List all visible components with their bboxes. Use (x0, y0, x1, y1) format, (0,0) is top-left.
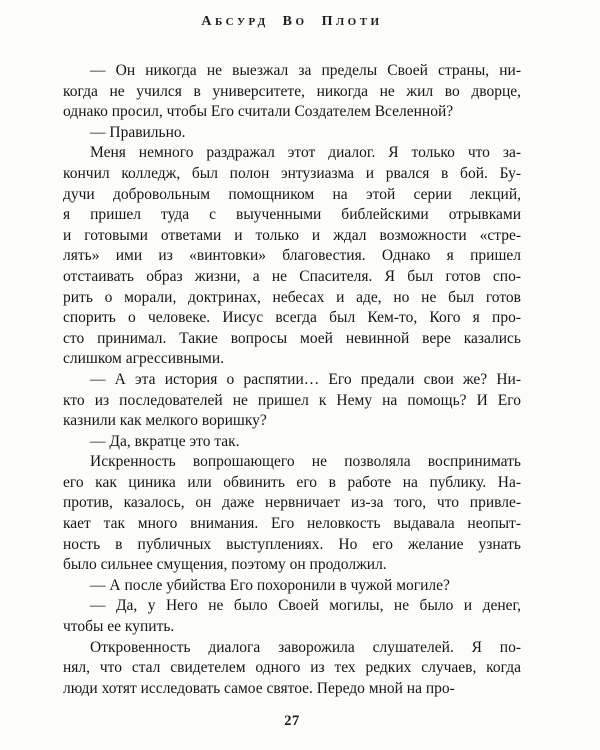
header-word: АБСУРД (201, 14, 269, 29)
text-line: ность в публичных выступлениях. Но его желание узнать (63, 535, 521, 553)
text-line: его как циника или обвинить его в работе на публику. На- (63, 473, 521, 491)
text-block (63, 61, 521, 699)
text-line: сто принимал. Такие вопросы моей невинной вере казались (63, 329, 521, 347)
header-word: ПЛОТИ (321, 14, 383, 29)
text-line: — Да, у Него не было Своей могилы, не было и денег, (90, 597, 521, 615)
text-line: когда не учился в университете, никогда не жил во дворце, (63, 82, 521, 100)
page-number: 27 (284, 713, 300, 729)
running-header (63, 14, 521, 30)
text-line: — Он никогда не выезжал за пределы Своей страны, ни- (90, 62, 521, 79)
header-word: ВО (282, 14, 308, 29)
paragraph (63, 452, 521, 576)
text-line: я пришел туда с выученными библейскими отрывками (63, 206, 521, 224)
text-line: — А после убийства Его похоронили в чужой могиле? (90, 576, 450, 594)
text-line: кто из последователей не пришел к Нему на помощь? И Его (63, 391, 521, 409)
text-line: против, казалось, он даже нервничает из-за того, что привле- (63, 494, 521, 512)
text-line: кончил колледж, был полон энтузиазма и рвался в бой. Бу- (63, 164, 521, 182)
paragraph (63, 370, 521, 432)
text-line: слишком агрессивными. (63, 350, 225, 368)
text-line: дучи добровольным помощником на этой серии лекций, (63, 185, 521, 203)
paragraph (63, 143, 521, 370)
paragraph (63, 123, 521, 144)
text-line: отстаивать образ жизни, а не Спасителя. Я был готов спо- (63, 267, 521, 285)
text-line: — Да, вкратце это так. (90, 432, 240, 450)
text-line: спорить о человеке. Иисус всегда был Кем-то, Кого я про- (63, 309, 521, 327)
text-line: кает так много внимания. Его неловкость выдавала неопыт- (63, 515, 521, 533)
text-line: лять» ими из «винтовки» благовестия. Однако я пришел (63, 247, 521, 265)
paragraph (63, 638, 521, 700)
paragraph (63, 596, 521, 637)
text-line: было сильнее смущения, поэтому он продолжил. (63, 556, 387, 574)
text-line: чтобы ее купить. (63, 618, 175, 636)
text-line: казнили как мелкого воришку? (63, 412, 267, 430)
paragraph (63, 61, 521, 123)
paragraph (63, 576, 521, 597)
paragraph (63, 432, 521, 453)
text-line: и готовыми ответами и только и ждал возможности «стре- (63, 226, 521, 244)
text-line: рить о морали, доктринах, небесах и аде, но не был готов (63, 288, 521, 306)
text-line: — Правильно. (90, 123, 186, 141)
text-line: нял, что стал свидетелем одного из тех редких случаев, когда (63, 659, 521, 677)
text-line: люди хотят исследовать самое святое. Передо мной на про- (63, 679, 455, 697)
text-line: однако просил, чтобы Его считали Создателем Вселенной? (63, 103, 454, 121)
text-line: Искренность вопрошающего не позволяла воспринимать (90, 453, 521, 471)
text-line: Откровенность диалога заворожила слушателей. Я по- (90, 638, 521, 656)
text-line: Меня немного раздражал этот диалог. Я только что за- (90, 144, 521, 162)
text-line: — А эта история о распятии… Его предали свои же? Ни- (90, 370, 521, 388)
